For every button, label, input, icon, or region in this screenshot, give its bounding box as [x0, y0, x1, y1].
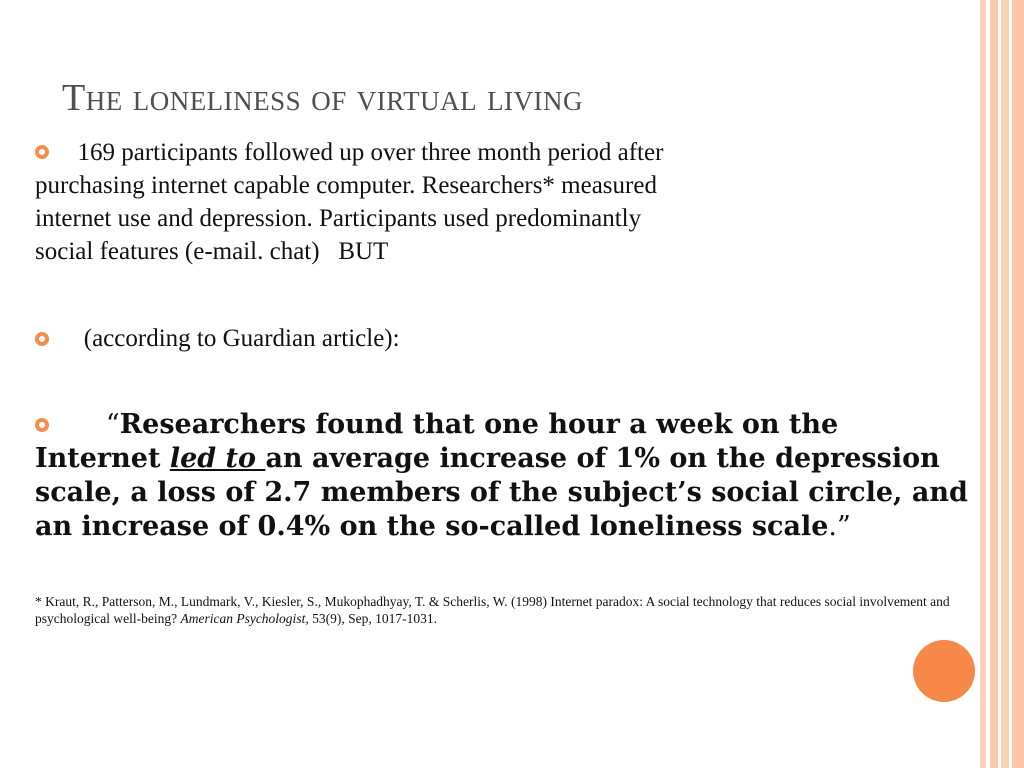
reference-journal: American Psychologist [180, 611, 306, 626]
reference-text: * Kraut, R., Patterson, M., Lundmark, V., Kiesler, S., Mukophadhyay, T. & Scherlis, W. (1998) Internet paradox: A social technology that reduces social involvement and psychological well-being? [35, 594, 950, 626]
quote-text: Internet [35, 443, 170, 474]
bullet-item-source [35, 322, 1010, 355]
bullet-circle-icon [35, 332, 49, 346]
reference-footnote [35, 593, 1005, 627]
bullet-line: purchasing internet capable computer. Researchers* measured [35, 172, 657, 199]
decorative-circle [913, 640, 975, 702]
quote-line: scale, a loss of 2.7 members of the subject’s social circle, and [35, 477, 968, 508]
quote-text: Researchers found that one hour a week on the [119, 409, 839, 440]
bullet-item-quote [35, 408, 1010, 544]
quote-close: .” [828, 511, 851, 542]
quote-emphasis: led to [169, 443, 266, 474]
bullet-item-study [35, 136, 1010, 268]
bullet-circle-icon [35, 145, 49, 159]
bullet-line: 169 participants followed up over three month period after [65, 139, 664, 166]
bullet-text [35, 136, 1010, 268]
bullet-line: social features (e-mail. chat) BUT [35, 238, 389, 265]
quote-line [35, 408, 1010, 442]
reference-text: , 53(9), Sep, 1017-1031. [305, 611, 437, 626]
bullet-circle-icon [35, 418, 49, 432]
quote-text: an average increase of 1% on the depression [265, 443, 940, 474]
quote-line [35, 442, 1010, 476]
bullet-line: internet use and depression. Participants used predominantly [35, 205, 642, 232]
decorative-stripe [1012, 0, 1024, 768]
bullet-text: (according to Guardian article): [65, 325, 400, 352]
quote-open: “ [63, 409, 120, 440]
quote-line [35, 510, 1010, 544]
slide-title: The loneliness of virtual living [62, 77, 584, 119]
decorative-stripe [990, 0, 998, 768]
decorative-stripe [1001, 0, 1009, 768]
quote-text: an increase of 0.4% on the so-called loneliness scale [35, 511, 829, 542]
